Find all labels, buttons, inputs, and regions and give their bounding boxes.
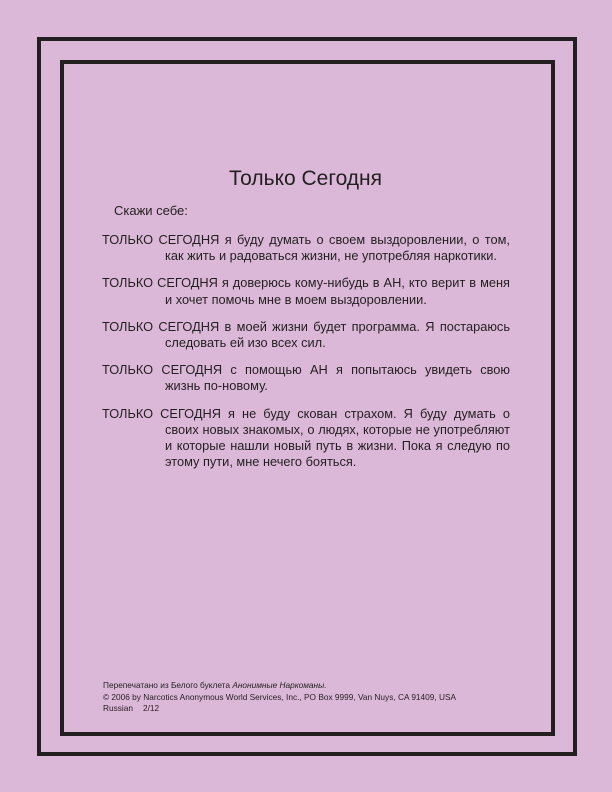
language-label: Russian xyxy=(103,703,133,714)
reprint-prefix: Перепечатано из Белого буклета xyxy=(103,680,233,690)
page-title: Только Сегодня xyxy=(228,167,383,190)
statement-5: ТОЛЬКО СЕГОДНЯ я не буду скован страхом. Я буду думать о своих новых знакомых, о людях, которые не употребляют и которые нашли новый путь в жизни. Пока я следую по этому пути, мне нечего бояться. xyxy=(102,405,510,470)
statement-1: ТОЛЬКО СЕГОДНЯ я буду думать о своем выздоровлении, о том, как жить и радоваться жизни, не употребляя наркотики. xyxy=(102,232,510,264)
statement-list xyxy=(102,232,510,481)
publication-code xyxy=(103,703,533,715)
footer xyxy=(103,680,533,715)
statement-3: ТОЛЬКО СЕГОДНЯ в моей жизни будет программа. Я постараюсь следовать ей изо всех сил. xyxy=(102,318,510,351)
statement-2: ТОЛЬКО СЕГОДНЯ я доверюсь кому-нибудь в АН, кто верит в меня и хочет помочь мне в моем выздоровлении. xyxy=(102,275,510,307)
statement-4: ТОЛЬКО СЕГОДНЯ с помощью АН я попытаюсь увидеть свою жизнь по-новому. xyxy=(102,362,510,394)
copyright-notice: © 2006 by Narcotics Anonymous World Services, Inc., PO Box 9999, Van Nuys, CA 91409, USA xyxy=(103,691,457,702)
reprint-source: Анонимные Наркоманы. xyxy=(232,680,327,690)
reprint-note xyxy=(103,680,533,692)
item-code: 2/12 xyxy=(142,703,160,714)
intro-text: Скажи себе: xyxy=(114,203,188,218)
